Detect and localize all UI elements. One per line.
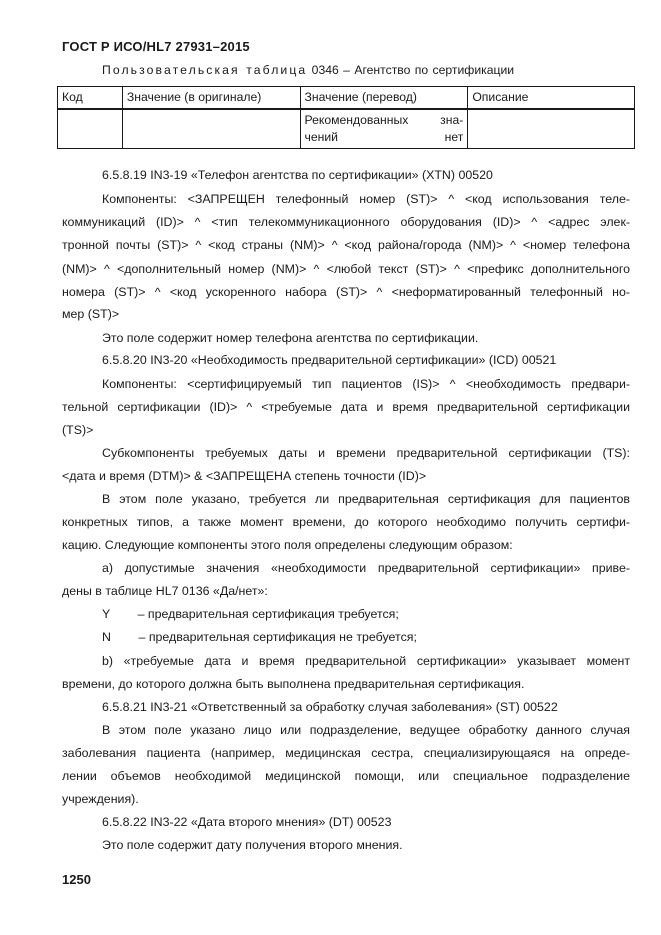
text-line: Субкомпоненты требуемых даты и времени предварительной сертификации (TS): — [102, 446, 630, 460]
text-line: лении объемов необходимой медицинской помощи, или специальное подразделение — [62, 769, 630, 783]
text-line: (NM)> ^ <дополнительный номер (NM)> ^ <любой текст (ST)> ^ <префикс дополнительного — [62, 262, 630, 276]
table-caption-title: 0346 – Агентство по сертификации — [311, 63, 515, 77]
text-line: времени, до которого должна быть выполнена предварительная сертификация. — [62, 677, 525, 691]
text-line: В этом поле указано, требуется ли предварительная сертификация для пациентов — [102, 492, 630, 506]
section-heading: 6.5.8.19 IN3-19 «Телефон агентства по сертификации» (XTN) 00520 — [102, 168, 493, 182]
page-number: 1250 — [62, 872, 91, 887]
column-header: Описание — [468, 87, 635, 110]
list-item: b) «требуемые дата и время предварительной сертификации» указывает момент — [102, 654, 630, 668]
text-line: (TS)> — [62, 423, 94, 437]
column-header: Код — [58, 87, 123, 110]
text-line: заболевания пациента (например, медицинская сестра, специализирующаяся на опреде- — [62, 746, 630, 760]
text-line: номера (ST)> ^ <код ускоренного набора (ST)> ^ <неформатированный телефонный но- — [62, 285, 630, 299]
table-caption-prefix: Пользовательская таблица — [102, 63, 308, 77]
text-line: Это поле содержит номер телефона агентства по сертификации. — [102, 331, 479, 345]
text-line: Это поле содержит дату получения второго мнения. — [102, 838, 403, 852]
section-heading: 6.5.8.20 IN3-20 «Необходимость предварительной сертификации» (ICD) 00521 — [102, 353, 557, 367]
table-cell: Рекомендованных зна- чений нет — [300, 109, 468, 149]
list-item: Y – предварительная сертификация требуется; — [102, 607, 399, 621]
list-item: N – предварительная сертификация не требуется; — [102, 630, 417, 644]
text-line: тельной сертификации (ID)> ^ <требуемые дата и время предварительной сертификации — [62, 400, 630, 414]
text-line: кацию. Следующие компоненты этого поля определены следующим образом: — [62, 538, 513, 552]
text-line: мер (ST)> — [62, 307, 120, 321]
column-header: Значение (перевод) — [300, 87, 468, 110]
table-cell — [122, 109, 300, 149]
user-table-0346 — [57, 86, 635, 149]
document-header: ГОСТ Р ИСО/HL7 27931–2015 — [62, 39, 250, 54]
table-cell — [468, 109, 635, 149]
text-line: коммуникаций (ID)> ^ <тип телекоммуникационного оборудования (ID)> ^ <адрес элек- — [62, 215, 630, 229]
section-heading: 6.5.8.21 IN3-21 «Ответственный за обработку случая заболевания» (ST) 00522 — [102, 700, 558, 714]
list-item: a) допустимые значения «необходимости предварительной сертификации» приве- — [102, 561, 630, 575]
table-cell — [58, 109, 123, 149]
text-line: дены в таблице HL7 0136 «Да/нет»: — [62, 584, 268, 598]
text-line: тронной почты (ST)> ^ <код страны (NM)> ^ <код района/города (NM)> ^ <номер телефона — [62, 238, 630, 252]
section-heading: 6.5.8.22 IN3-22 «Дата второго мнения» (DT) 00523 — [102, 815, 392, 829]
text-line: В этом поле указано лицо или подразделение, ведущее обработку данного случая — [102, 723, 630, 737]
text-line: Компоненты: <ЗАПРЕЩЕН телефонный номер (ST)> ^ <код использования теле- — [102, 192, 630, 206]
column-header: Значение (в оригинале) — [122, 87, 300, 110]
table-row — [58, 109, 635, 149]
text-line: учреждения). — [62, 792, 139, 806]
table-caption — [102, 63, 514, 77]
text-line: конкретных типов, а также момент времени, до которого необходимо получить сертифи- — [62, 515, 630, 529]
text-line: <дата и время (DTM)> & <ЗАПРЕЩЕНА степень точности (ID)> — [62, 469, 427, 483]
text-line: Компоненты: <сертифицируемый тип пациентов (IS)> ^ <необходимость предвари- — [102, 377, 630, 391]
table-header-row — [58, 87, 635, 110]
